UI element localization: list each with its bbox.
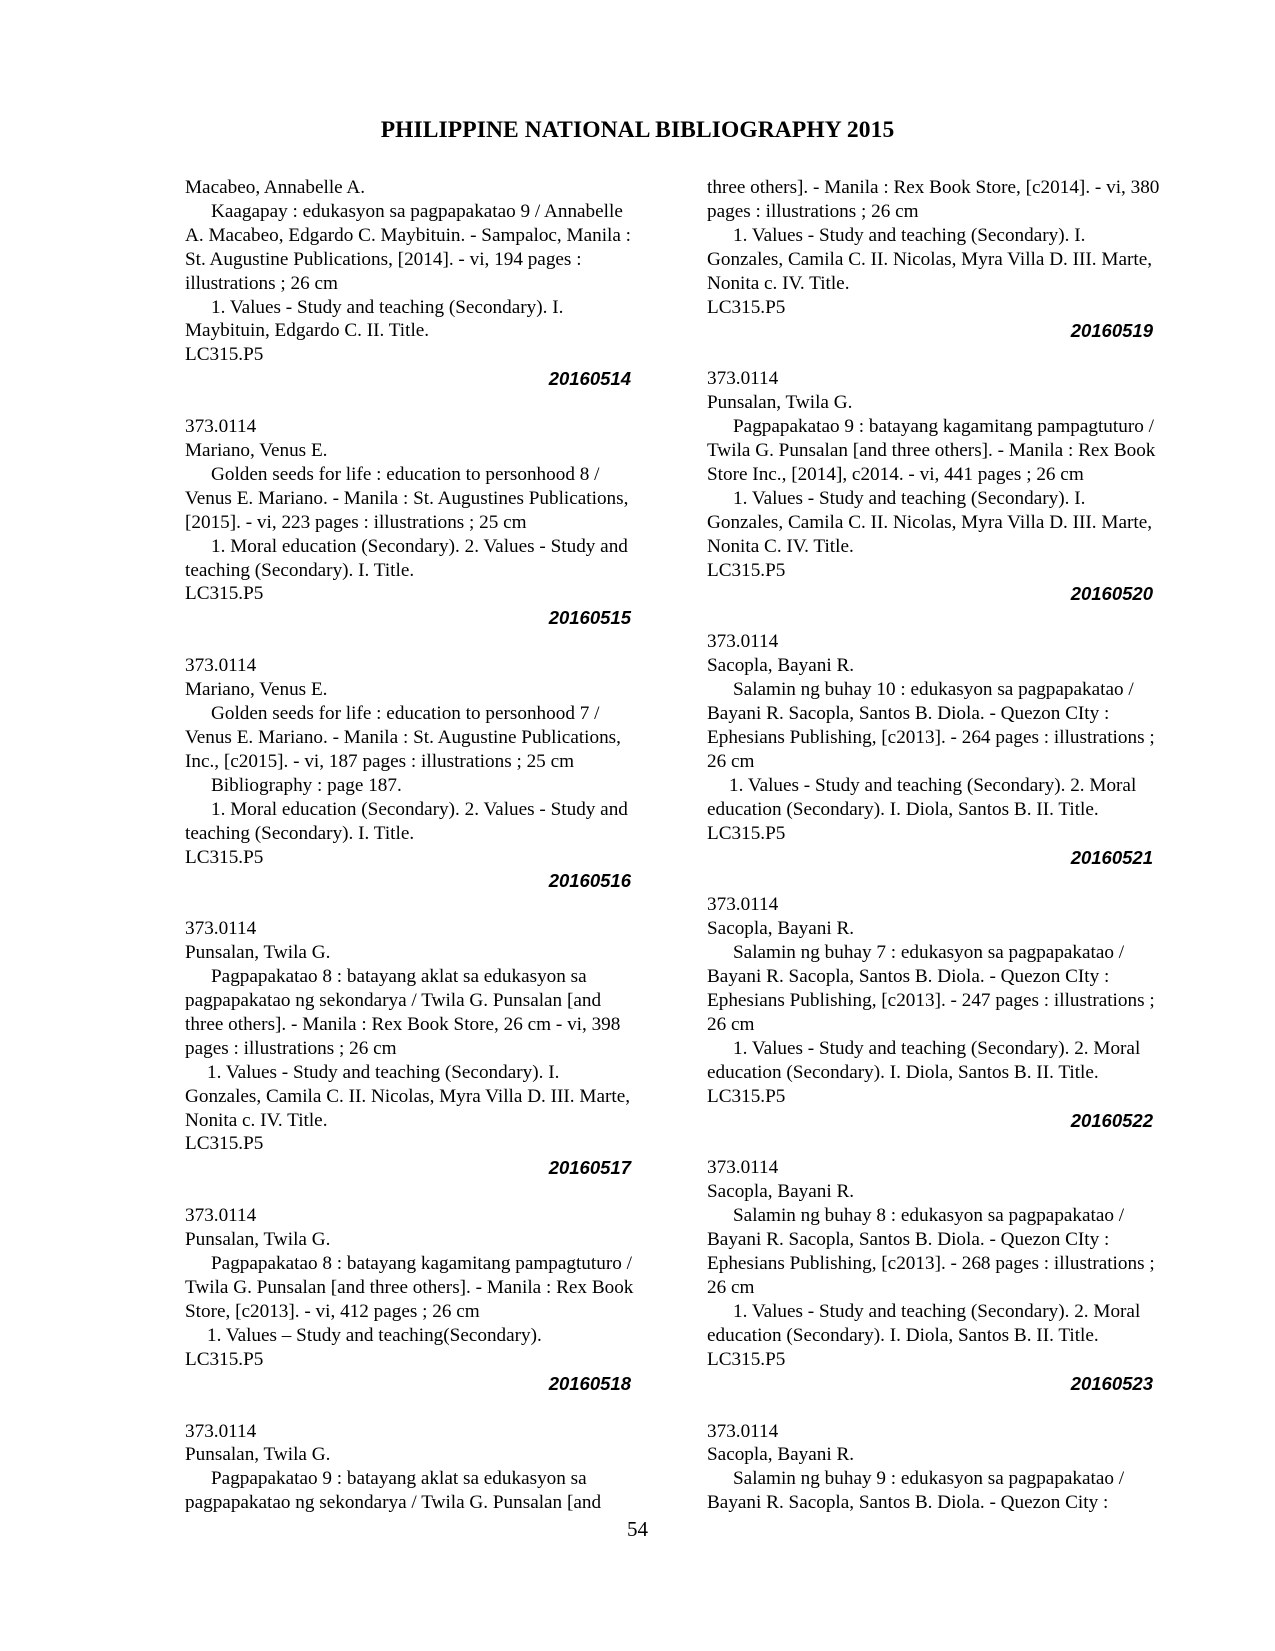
classification-number: 373.0114 bbox=[185, 918, 257, 940]
title-statement: Pagpapakatao 9 : batayang aklat sa edukasyon sa bbox=[211, 1468, 587, 1490]
author-heading: Sacopla, Bayani R. bbox=[707, 1181, 855, 1203]
entry-line: Store Inc., [2014], c2014. - vi, 441 pages ; 26 cm bbox=[707, 463, 1084, 485]
bibliographic-entry bbox=[707, 367, 1185, 606]
author-heading: Punsalan, Twila G. bbox=[707, 392, 853, 414]
author-heading: Sacopla, Bayani R. bbox=[707, 655, 855, 677]
call-number: LC315.P5 bbox=[707, 559, 786, 581]
subject-line: 1. Values - Study and teaching (Secondary). 2. Moral bbox=[733, 1300, 1141, 1322]
author-heading: Punsalan, Twila G. bbox=[185, 1229, 331, 1251]
entry-line: Gonzales, Camila C. II. Nicolas, Myra Villa D. III. Marte, bbox=[707, 248, 1153, 270]
title-statement: Golden seeds for life : education to personhood 8 / bbox=[211, 463, 600, 485]
entry-line: A. Macabeo, Edgardo C. Maybituin. - Sampaloc, Manila : bbox=[185, 224, 632, 246]
author-heading: Sacopla, Bayani R. bbox=[707, 1444, 855, 1466]
entry-line: three others]. - Manila : Rex Book Store, [c2014]. - vi, 380 bbox=[707, 177, 1160, 198]
entry-line: [2015]. - vi, 223 pages : illustrations ; 25 cm bbox=[185, 511, 527, 533]
author-heading: Mariano, Venus E. bbox=[185, 440, 328, 462]
entry-line: Gonzales, Camila C. II. Nicolas, Myra Villa D. III. Marte, bbox=[185, 1085, 631, 1107]
title-statement: Golden seeds for life : education to personhood 7 / bbox=[211, 703, 600, 725]
classification-number: 373.0114 bbox=[707, 1420, 779, 1442]
control-number: 20160519 bbox=[1070, 320, 1153, 342]
note-line: Bibliography : page 187. bbox=[211, 774, 402, 796]
title-statement: Salamin ng buhay 9 : edukasyon sa pagpapakatao / bbox=[733, 1468, 1125, 1490]
control-number: 20160517 bbox=[548, 1157, 631, 1179]
author-heading: Punsalan, Twila G. bbox=[185, 1444, 331, 1466]
classification-number: 373.0114 bbox=[185, 655, 257, 677]
control-number: 20160515 bbox=[548, 607, 631, 629]
call-number: LC315.P5 bbox=[707, 296, 786, 318]
entry-line: Bayani R. Sacopla, Santos B. Diola. - Quezon CIty : bbox=[707, 703, 1110, 725]
subject-line: 1. Values - Study and teaching (Secondary). I. bbox=[733, 224, 1086, 246]
classification-number: 373.0114 bbox=[707, 368, 779, 390]
right-column bbox=[707, 176, 1185, 1515]
control-number: 20160516 bbox=[548, 870, 631, 892]
entry-line: Nonita c. IV. Title. bbox=[707, 272, 850, 294]
entry-line: Ephesians Publishing, [c2013]. - 268 pages : illustrations ; bbox=[707, 1253, 1155, 1275]
entry-line: teaching (Secondary). I. Title. bbox=[185, 822, 415, 844]
entry-line: Gonzales, Camila C. II. Nicolas, Myra Villa D. III. Marte, bbox=[707, 511, 1153, 533]
entry-line: Ephesians Publishing, [c2013]. - 264 pages : illustrations ; bbox=[707, 727, 1155, 748]
entry-line: Twila G. Punsalan [and three others]. - Manila : Rex Book bbox=[185, 1277, 634, 1298]
bibliographic-entry bbox=[707, 893, 1185, 1132]
title-statement: Salamin ng buhay 7 : edukasyon sa pagpapakatao / bbox=[733, 942, 1125, 964]
subject-line: 1. Values - Study and teaching (Secondary). I. bbox=[211, 296, 564, 318]
subject-line: 1. Moral education (Secondary). 2. Values - Study and bbox=[211, 798, 628, 820]
author-heading: Sacopla, Bayani R. bbox=[707, 918, 855, 940]
bibliographic-entry bbox=[185, 176, 663, 391]
classification-number: 373.0114 bbox=[707, 631, 779, 653]
call-number: LC315.P5 bbox=[707, 1085, 786, 1107]
entry-line: Bayani R. Sacopla, Santos B. Diola. - Quezon CIty : bbox=[707, 1229, 1110, 1251]
entry-line: Bayani R. Sacopla, Santos B. Diola. - Quezon CIty : bbox=[707, 966, 1110, 988]
entry-line: education (Secondary). I. Diola, Santos B. II. Title. bbox=[707, 1324, 1099, 1346]
entry-line: Ephesians Publishing, [c2013]. - 247 pages : illustrations ; bbox=[707, 990, 1155, 1012]
control-number: 20160521 bbox=[1070, 846, 1153, 868]
title-statement: Pagpapakatao 8 : batayang kagamitang pampagtuturo / bbox=[211, 1253, 632, 1275]
entry-line: 26 cm bbox=[707, 750, 755, 772]
entry-line: teaching (Secondary). I. Title. bbox=[185, 559, 415, 581]
call-number: LC315.P5 bbox=[185, 1133, 264, 1155]
classification-number: 373.0114 bbox=[185, 1420, 257, 1442]
page-title: PHILIPPINE NATIONAL BIBLIOGRAPHY 2015 bbox=[380, 117, 895, 143]
subject-line: 1. Values - Study and teaching (Secondary). I. bbox=[207, 1061, 560, 1083]
subject-line: 1. Values - Study and teaching (Secondary). 2. Moral bbox=[729, 774, 1137, 796]
subject-line: 1. Values – Study and teaching(Secondary). bbox=[207, 1324, 542, 1346]
title-statement: Kaagapay : edukasyon sa pagpapakatao 9 / Annabelle bbox=[211, 200, 623, 222]
entry-line: Inc., [c2015]. - vi, 187 pages : illustrations ; 25 cm bbox=[185, 750, 575, 772]
bibliographic-entry bbox=[185, 1420, 663, 1516]
entry-line: Bayani R. Sacopla, Santos B. Diola. - Quezon City : bbox=[707, 1492, 1109, 1514]
page-number: 54 bbox=[627, 1517, 648, 1541]
bibliographic-entry bbox=[185, 654, 663, 893]
title-statement: Pagpapakatao 8 : batayang aklat sa edukasyon sa bbox=[211, 966, 587, 988]
title-statement: Salamin ng buhay 8 : edukasyon sa pagpapakatao / bbox=[733, 1205, 1125, 1227]
control-number: 20160523 bbox=[1070, 1372, 1153, 1394]
entry-line: education (Secondary). I. Diola, Santos B. II. Title. bbox=[707, 798, 1099, 820]
entry-line: Nonita c. IV. Title. bbox=[185, 1109, 328, 1131]
entry-line: pagpapakatao ng sekondarya / Twila G. Punsalan [and bbox=[185, 1492, 602, 1514]
entry-line: three others]. - Manila : Rex Book Store, 26 cm - vi, 398 bbox=[185, 1013, 621, 1035]
bibliographic-entry bbox=[707, 176, 1185, 343]
call-number: LC315.P5 bbox=[707, 1348, 786, 1370]
bibliographic-entry bbox=[185, 917, 663, 1180]
call-number: LC315.P5 bbox=[185, 344, 264, 366]
author-heading: Punsalan, Twila G. bbox=[185, 942, 331, 964]
call-number: LC315.P5 bbox=[707, 822, 786, 844]
entry-line: Venus E. Mariano. - Manila : St. Augustine Publications, bbox=[185, 727, 621, 748]
classification-number: 373.0114 bbox=[707, 1157, 779, 1179]
entry-line: pages : illustrations ; 26 cm bbox=[185, 1037, 397, 1059]
control-number: 20160514 bbox=[548, 368, 631, 390]
bibliographic-entry bbox=[707, 630, 1185, 869]
entry-line: Twila G. Punsalan [and three others]. - Manila : Rex Book bbox=[707, 440, 1156, 462]
entry-line: 26 cm bbox=[707, 1013, 755, 1035]
entry-line: illustrations ; 26 cm bbox=[185, 272, 338, 294]
entry-line: Store, [c2013]. - vi, 412 pages ; 26 cm bbox=[185, 1300, 480, 1322]
bibliographic-entry bbox=[185, 1204, 663, 1395]
left-column bbox=[185, 176, 663, 1515]
subject-line: 1. Values - Study and teaching (Secondary). I. bbox=[733, 487, 1086, 509]
subject-line: 1. Values - Study and teaching (Secondary). 2. Moral bbox=[733, 1037, 1141, 1059]
bibliographic-entry bbox=[707, 1156, 1185, 1395]
entry-line: Maybituin, Edgardo C. II. Title. bbox=[185, 320, 430, 342]
classification-number: 373.0114 bbox=[185, 1205, 257, 1227]
call-number: LC315.P5 bbox=[185, 846, 264, 868]
entry-line: education (Secondary). I. Diola, Santos B. II. Title. bbox=[707, 1061, 1099, 1083]
title-statement: Salamin ng buhay 10 : edukasyon sa pagpapakatao / bbox=[733, 679, 1134, 701]
entry-line: St. Augustine Publications, [2014]. - vi, 194 pages : bbox=[185, 248, 582, 270]
subject-line: 1. Moral education (Secondary). 2. Values - Study and bbox=[211, 535, 628, 557]
entry-line: pagpapakatao ng sekondarya / Twila G. Punsalan [and bbox=[185, 990, 602, 1012]
control-number: 20160518 bbox=[548, 1372, 631, 1394]
classification-number: 373.0114 bbox=[185, 416, 257, 438]
author-heading: Macabeo, Annabelle A. bbox=[185, 177, 366, 198]
call-number: LC315.P5 bbox=[185, 1348, 264, 1370]
classification-number: 373.0114 bbox=[707, 894, 779, 916]
control-number: 20160522 bbox=[1070, 1109, 1153, 1131]
entry-line: 26 cm bbox=[707, 1277, 755, 1298]
bibliographic-entry bbox=[185, 415, 663, 630]
entry-line: Venus E. Mariano. - Manila : St. Augustines Publications, bbox=[185, 487, 629, 509]
call-number: LC315.P5 bbox=[185, 583, 264, 605]
author-heading: Mariano, Venus E. bbox=[185, 679, 328, 701]
title-statement: Pagpapakatao 9 : batayang kagamitang pampagtuturo / bbox=[733, 416, 1154, 438]
control-number: 20160520 bbox=[1070, 583, 1153, 605]
entry-line: pages : illustrations ; 26 cm bbox=[707, 200, 919, 222]
entry-line: Nonita C. IV. Title. bbox=[707, 535, 854, 557]
bibliographic-entry bbox=[707, 1420, 1185, 1516]
